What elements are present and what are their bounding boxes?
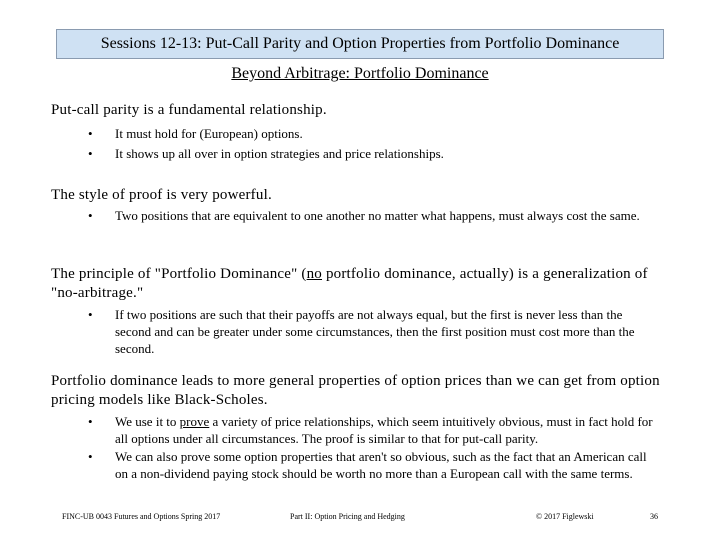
bullet-text <box>115 414 653 446</box>
emphasis-no: no <box>306 266 323 282</box>
section-3-bullets <box>88 306 658 357</box>
bullet-text: We can also prove some option properties that aren't so obvious, such as the fact that an American call on a non-dividend paying stock should be worth no more than a European call with the same terms. <box>115 449 647 481</box>
heading-text: portfolio dominance, actually) is a generalization of "no-arbitrage." <box>51 266 648 301</box>
list-item <box>88 413 658 447</box>
list-item <box>88 145 658 162</box>
section-2-heading: The style of proof is very powerful. <box>51 187 272 203</box>
list-item <box>88 125 658 142</box>
section-3-heading <box>51 265 661 303</box>
bullet-icon: • <box>88 414 93 429</box>
list-item <box>88 306 658 357</box>
bullet-text: If two positions are such that their payoffs are not always equal, but the first is never less than the second and can be greater under some circumstances, then the first position must cost more than the second. <box>115 307 635 356</box>
footer-course: FINC-UB 0043 Futures and Options Spring 2017 <box>62 512 221 521</box>
footer-part: Part II: Option Pricing and Hedging <box>290 512 405 521</box>
bullet-text-part: a variety of price relationships, which seem intuitively obvious, must in fact hold for all options under all circumstances. The proof is similar to that for put-call parity. <box>115 414 653 446</box>
bullet-icon: • <box>88 126 93 141</box>
bullet-icon: • <box>88 208 93 223</box>
bullet-text: It shows up all over in option strategies and price relationships. <box>115 146 444 161</box>
bullet-icon: • <box>88 307 93 322</box>
bullet-text-part: We use it to <box>115 414 180 429</box>
header-bar <box>56 29 664 59</box>
slide-title: Beyond Arbitrage: Portfolio Dominance <box>231 65 489 82</box>
footer-page-number: 36 <box>650 512 658 521</box>
section-2-bullets <box>88 207 658 224</box>
section-1-heading: Put-call parity is a fundamental relationship. <box>51 102 327 118</box>
section-4-heading: Portfolio dominance leads to more general properties of option prices than we can get from option pricing models like Black-Scholes. <box>51 373 660 408</box>
list-item <box>88 207 658 224</box>
emphasis-prove: prove <box>179 414 210 429</box>
bullet-text: It must hold for (European) options. <box>115 126 303 141</box>
bullet-text: Two positions that are equivalent to one another no matter what happens, must always cost the same. <box>115 208 640 223</box>
bullet-icon: • <box>88 146 93 161</box>
bullet-icon: • <box>88 449 93 464</box>
header-title: Sessions 12-13: Put-Call Parity and Option Properties from Portfolio Dominance <box>100 35 620 52</box>
section-1-bullets <box>88 125 658 162</box>
section-4-bullets <box>88 413 658 482</box>
list-item <box>88 448 658 482</box>
footer-copyright: © 2017 Figlewski <box>536 512 594 521</box>
heading-text: The principle of "Portfolio Dominance" ( <box>51 266 307 282</box>
